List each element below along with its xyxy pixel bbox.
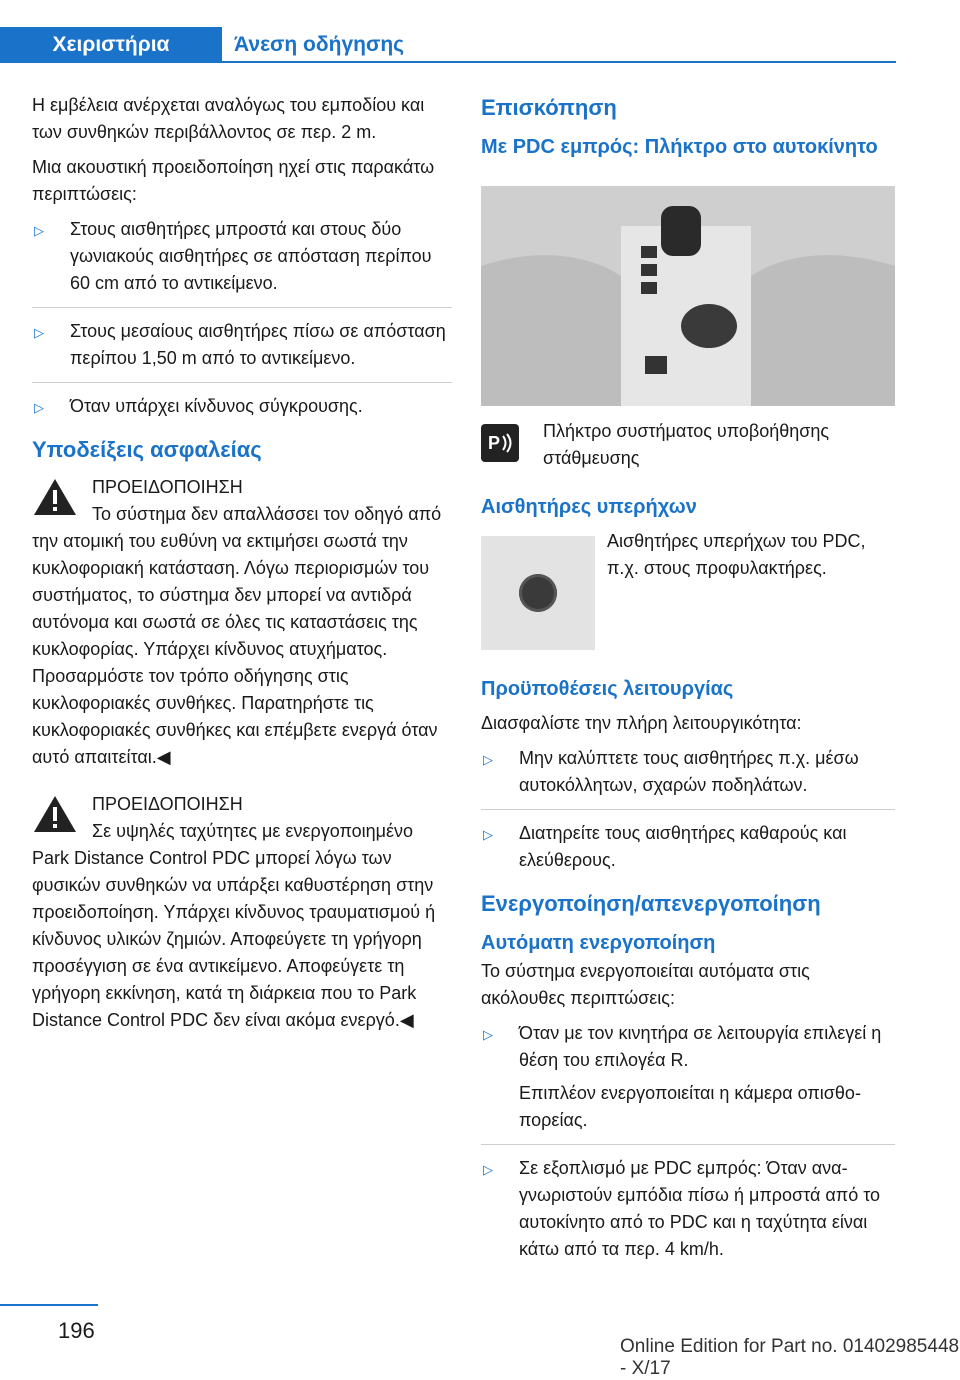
warning-title: ΠΡΟΕΙΔΟΠΟΙΗΣΗ [92,477,243,497]
divider [32,307,452,308]
pdc-front-heading: Με PDC εμπρός: Πλήκτρο στο αυτοκίνητο [481,136,878,158]
header-divider [0,61,896,63]
button-caption-row [481,418,895,472]
warning-triangle-icon [32,476,78,518]
center-console-photo [481,186,895,406]
activation-heading: Ενεργοποίηση/απενεργοποίηση [481,891,821,916]
warning-cases-list [32,216,452,420]
triangle-bullet-icon: ▷ [483,1162,493,1177]
sensor-row [481,528,895,650]
list-item: ▷ Όταν με τον κινητήρα σε λειτουργία επιλεγεί η θέση του επιλογέα R. Επιπλέον ενεργοποιείται η κάμερα οπισθοπορείας. [481,1020,895,1134]
tab-controls[interactable]: Χειριστήρια [0,27,222,62]
tab-driving-comfort[interactable]: Άνεση οδήγησης [234,32,405,56]
page-header [0,0,960,62]
range-paragraph: Η εμβέλεια ανέρχεται αναλόγως του εμποδίου και των συνθηκών περιβάλλοντος σε περ. 2 m. [32,95,425,142]
edition-note: Online Edition for Part no. 01402985448 - X/17 [620,1336,960,1379]
list-item: ▷ Στους αισθητήρες μπροστά και στους δύο γωνιακούς αισθητήρες σε απόσταση περίπου 60 cm από το αντικείμενο. [34,219,432,293]
list-item: ▷ Διατηρείτε τους αισθητήρες καθαρούς και ελεύθερους. [483,823,847,870]
triangle-bullet-icon: ▷ [34,325,44,340]
triangle-bullet-icon: ▷ [34,223,44,238]
warning-text: Το σύστημα δεν απαλλάσσει τον οδηγό από την ατομική του ευθύνη να εκτιμήσει σωστά την κυκλοφοριακή κατάσταση. Λόγω περιορισμών του συστήματος, το σύστημα δεν μπορεί να αντιδρά αυτόνομα και σωστά σε όλες τις καταστάσεις της κυκλοφορίας. Υπάρχει κίνδυνος ατυχήματος. Προσαρμόστε τον τρόπο οδήγησης στις κυκλοφοριακές συνθήκες. Παρατηρήστε τις κυκλοφοριακές συνθήκες και επέμβετε ενεργά όταν αυτό απαιτείται.◀ [32,504,442,767]
warning-block-1 [32,474,452,771]
list-item: ▷ Σε εξοπλισμό με PDC εμπρός: Όταν αναγνωριστούν εμπόδια πίσω ή μπροστά από το αυτοκίνητο από το PDC και η ταχύτητα είναι κάτω από τα περ. 4 km/h. [483,1158,881,1259]
list-item: ▷ Όταν υπάρχει κίνδυνος σύγκρουσης. [32,393,452,420]
conditions-text: Διασφαλίστε την πλήρη λειτουργικότητα: [481,713,802,733]
warning-block-2 [32,791,452,1034]
auto-text: Το σύστημα ενεργοποιείται αυτόματα στις ακόλουθες περιπτώσεις: [481,961,810,1008]
divider [481,809,895,810]
divider [481,1144,895,1145]
sensors-text: Αισθητήρες υπερήχων του PDC, π.χ. στους προφυλακτήρες. [607,531,866,578]
warning-title: ΠΡΟΕΙΔΟΠΟΙΗΣΗ [92,794,243,814]
safety-heading: Υποδείξεις ασφαλείας [32,437,262,462]
warning-triangle-icon [32,793,78,835]
footer-divider [0,1304,98,1306]
list-item-extra: Επιπλέον ενεργοποιείται η κάμερα οπισθοπορείας. [519,1083,861,1130]
conditions-list [481,745,895,874]
list-item: ▷ Στους μεσαίους αισθητήρες πίσω σε απόσταση περίπου 1,50 m από το αντικείμενο. [34,321,446,368]
svg-text:P: P [488,433,501,453]
triangle-bullet-icon: ▷ [34,400,44,415]
triangle-bullet-icon: ▷ [483,752,493,767]
conditions-heading: Προϋποθέσεις λειτουργίας [481,678,734,700]
auto-list [481,1020,895,1263]
triangle-bullet-icon: ▷ [483,827,493,842]
overview-heading: Επισκόπηση [481,95,617,120]
triangle-bullet-icon: ▷ [483,1027,493,1042]
sensors-heading: Αισθητήρες υπερήχων [481,496,697,518]
button-caption: Πλήκτρο συστήματος υποβοήθησης στάθμευσης [543,421,830,468]
page-number: 196 [58,1318,95,1343]
ultrasonic-sensor-photo [481,536,595,650]
list-item: ▷ Μην καλύπτετε τους αισθητήρες π.χ. μέσω αυτοκόλλητων, σχαρών ποδηλάτων. [483,748,859,795]
parking-assist-button-icon [481,424,519,462]
warning-text: Σε υψηλές ταχύτητες με ενεργοποιημένο Park Distance Control PDC μπορεί λόγω των φυσικών συνθηκών να υπάρξει καθυστέρηση στην προειδοποίηση. Υπάρχει κίνδυνος τραυματισμού ή κίνδυνος υλικών ζημιών. Αποφεύγετε τη γρήγορη προσέγγιση σε ένα αντικείμενο. Αποφεύγετε τη γρήγορη εκκίνηση, κατά τη διάρκεια που το Park Distance Control PDC δεν είναι ακόμα ενεργό.◀ [32,821,436,1030]
divider [32,382,452,383]
right-column [481,92,895,1273]
warning-intro: Μια ακουστική προειδοποίηση ηχεί στις παρακάτω περιπτώσεις: [32,157,435,204]
auto-activation-heading: Αυτόματη ενεργοποίηση [481,932,716,954]
left-column [32,92,452,1054]
